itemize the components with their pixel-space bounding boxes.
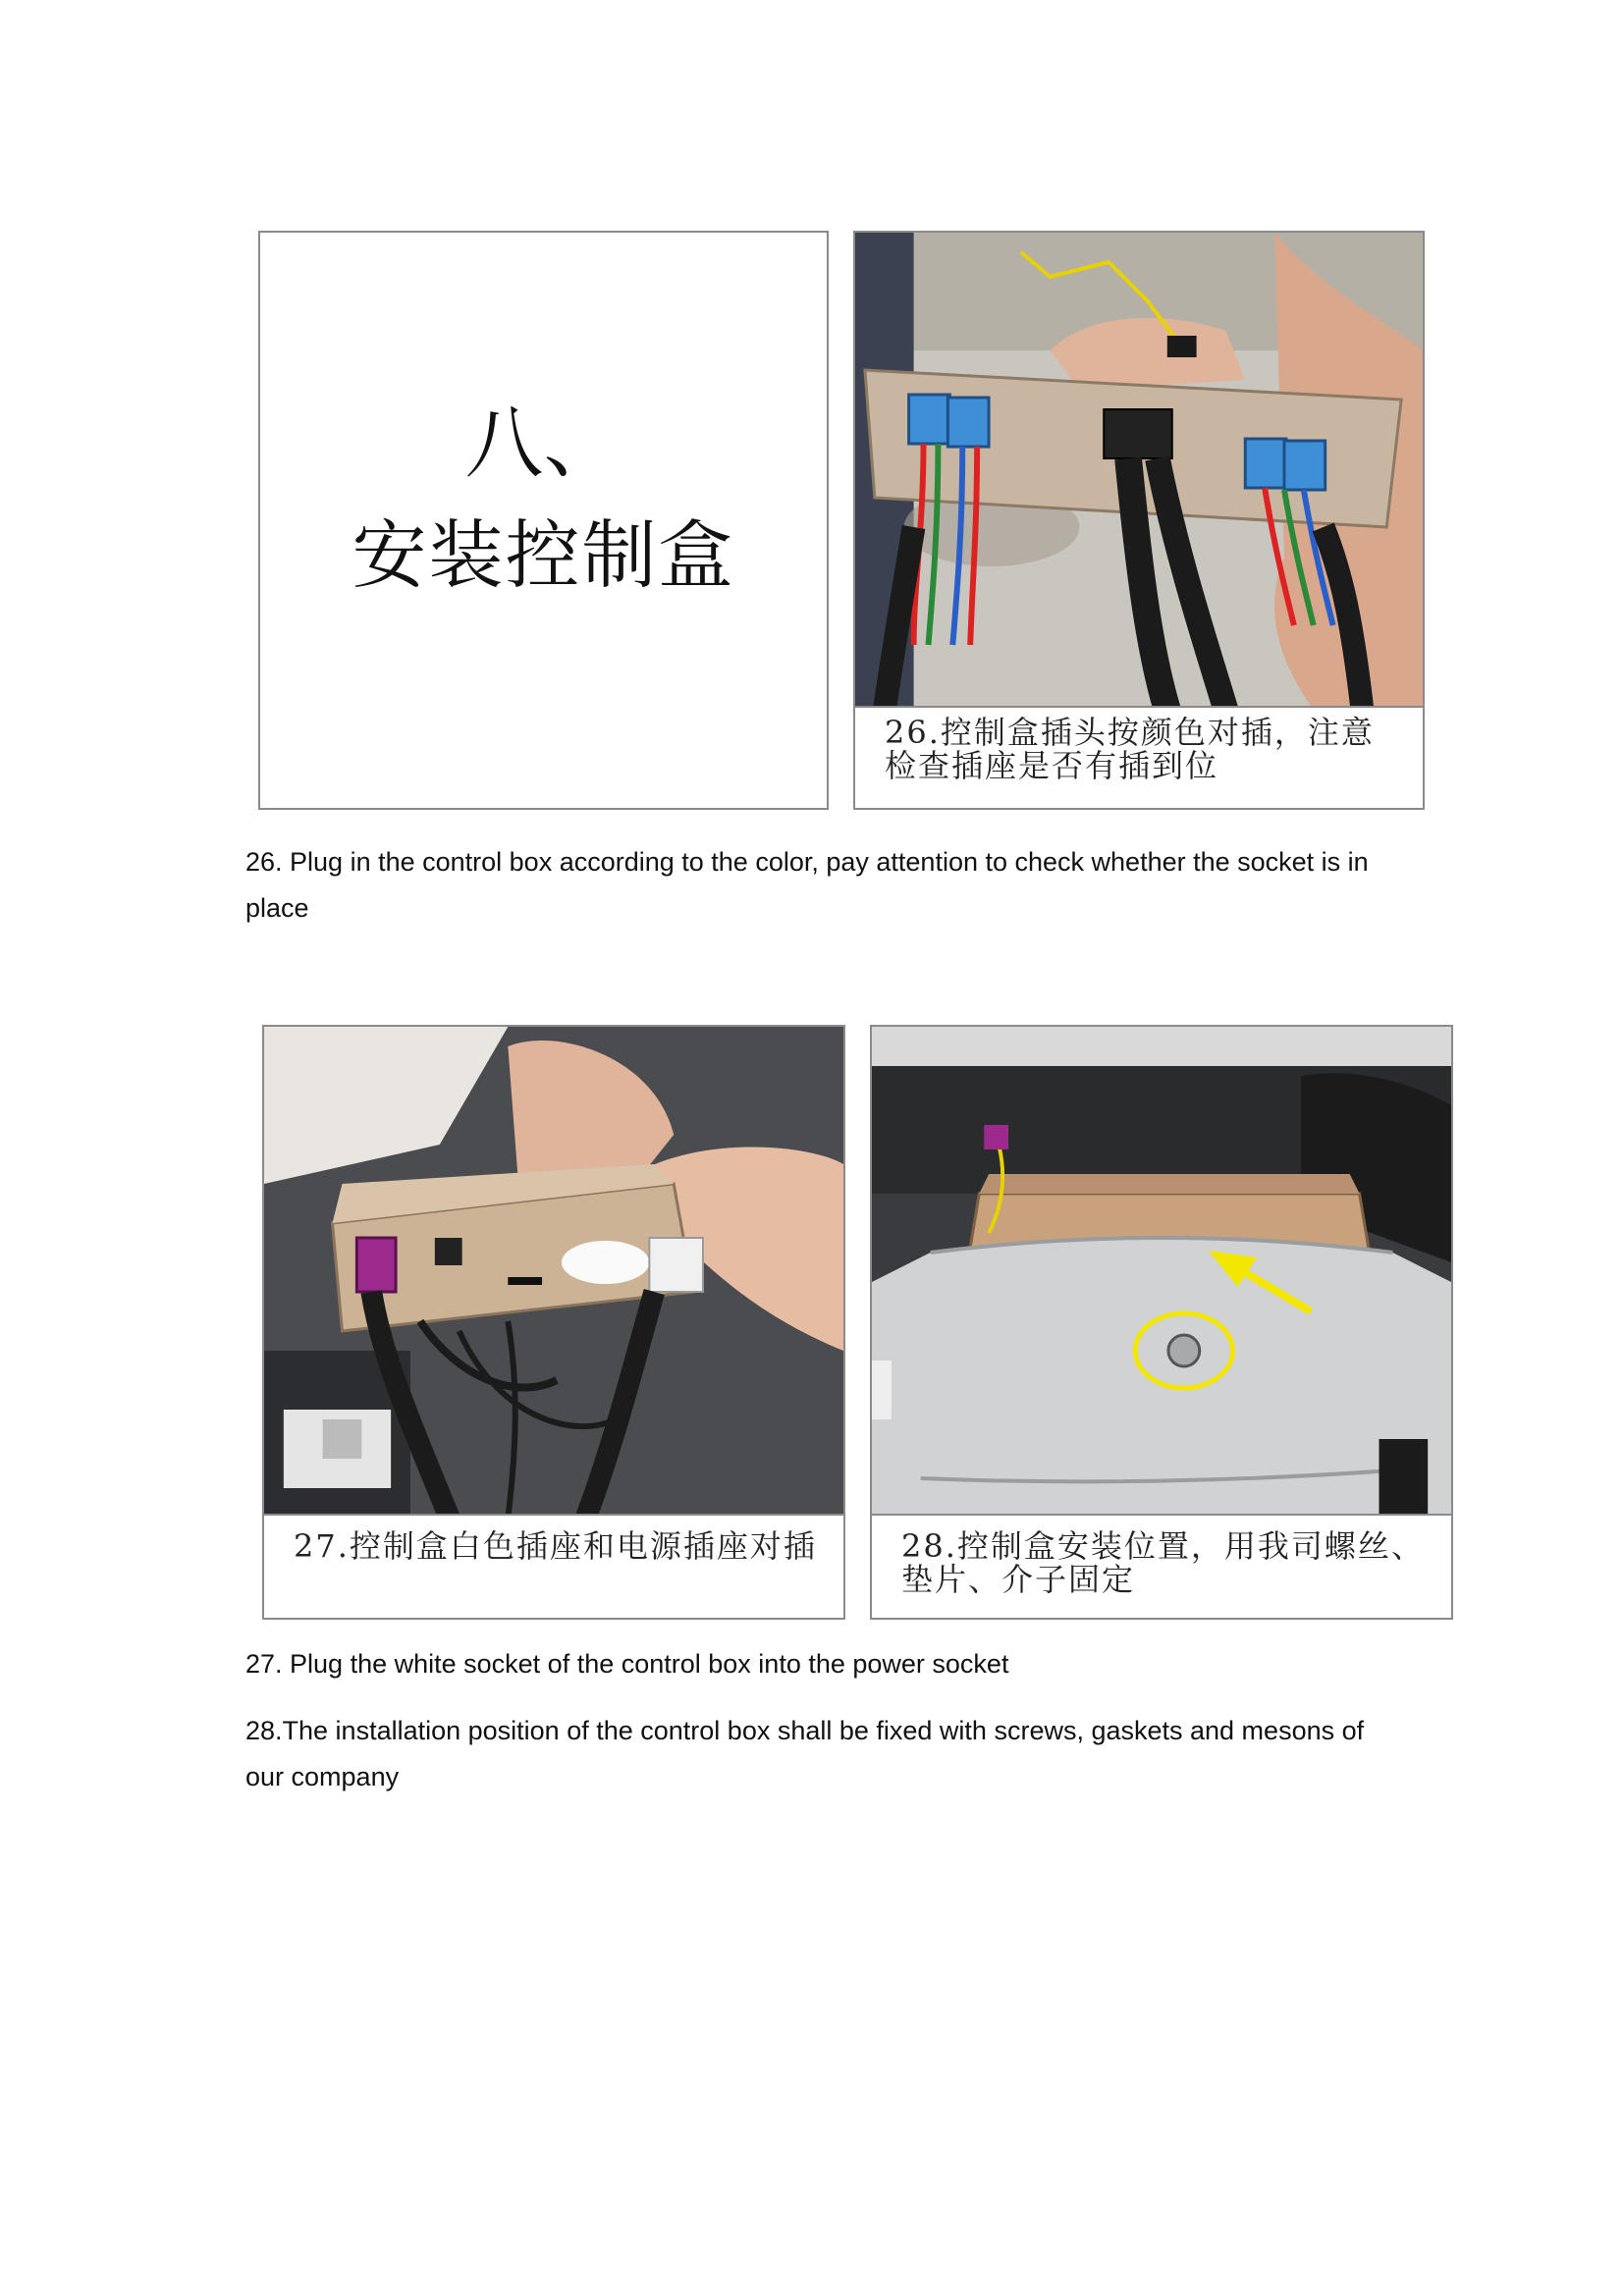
white-socket-power-image [264, 1027, 843, 1518]
figure-28-caption-line2: 垫片、介子固定 [901, 1561, 1136, 1598]
figure-26-photo [855, 233, 1423, 710]
figure-26-caption-line2: 检查插座是否有插到位 [885, 747, 1219, 784]
figure-28-caption [872, 1514, 1451, 1618]
figure-27-panel [262, 1025, 845, 1620]
figure-27-caption [264, 1514, 843, 1618]
figure-28-panel [870, 1025, 1453, 1620]
section-title: 安装控制盒 [352, 511, 735, 599]
section-number: 八、 [464, 398, 622, 489]
figure-26-panel [853, 231, 1425, 810]
figure-26-caption-line1: 26.控制盒插头按颜色对插，注意 [885, 714, 1375, 751]
mounting-position-image [872, 1027, 1451, 1518]
figure-28-caption-line1: 28.控制盒安装位置，用我司螺丝、 [901, 1527, 1425, 1565]
paragraph-26: 26. Plug in the control box according to the color, pay attention to check whether the socket is in place [245, 847, 1369, 923]
figure-27-caption-line1: 27.控制盒白色插座和电源插座对插 [294, 1527, 817, 1565]
figure-28-photo [872, 1027, 1451, 1518]
control-box-connectors-image [855, 233, 1423, 710]
paragraph-27: 27. Plug the white socket of the control box into the power socket [245, 1649, 1009, 1679]
figure-27-photo [264, 1027, 843, 1518]
section-title-panel [258, 231, 829, 810]
paragraph-28: 28.The installation position of the control box shall be fixed with screws, gaskets and mesons of our company [245, 1716, 1365, 1791]
figure-26-caption [855, 706, 1423, 808]
